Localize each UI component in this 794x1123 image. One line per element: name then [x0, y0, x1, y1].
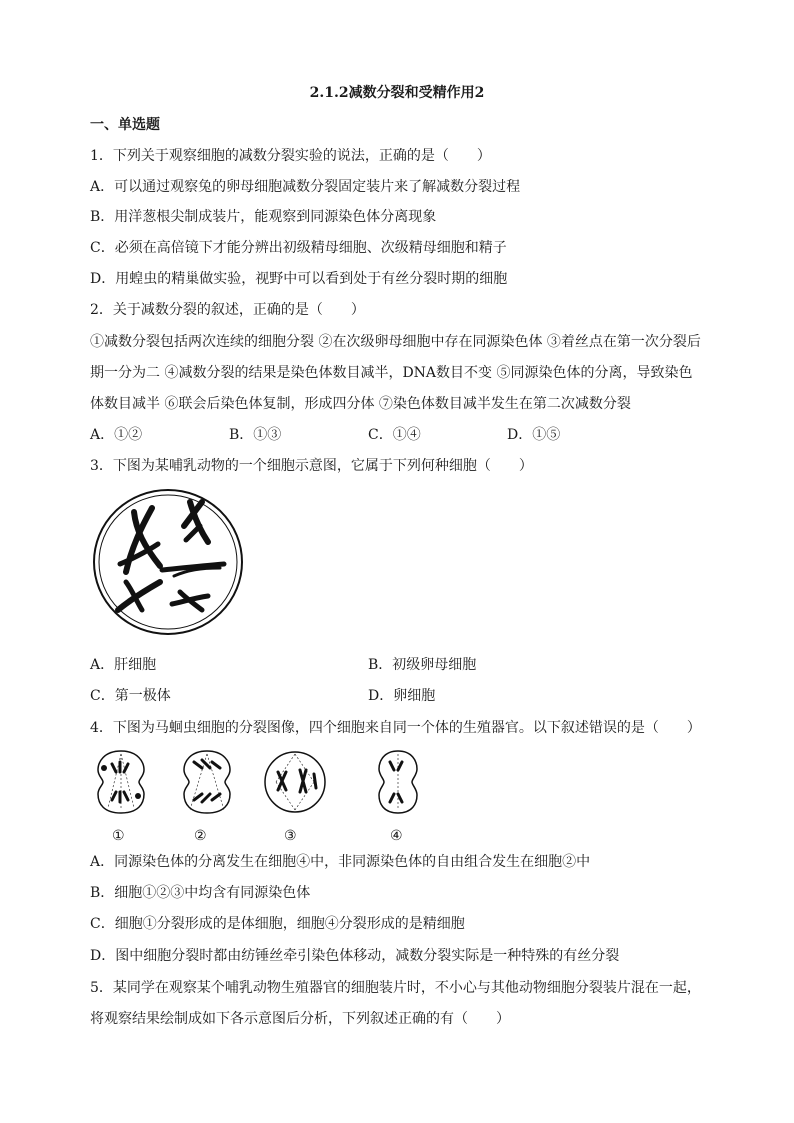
q4-label-4: ④: [390, 828, 403, 844]
q2-statements-line1: ①减数分裂包括两次连续的细胞分裂 ②在次级卵母细胞中存在同源染色体 ③着丝点在第一次分裂后: [90, 334, 701, 350]
q2-stem: 2．关于减数分裂的叙述，正确的是（ ）: [90, 302, 365, 318]
q4-option-a: A．同源染色体的分离发生在细胞④中，非同源染色体的自由组合发生在细胞②中: [90, 854, 591, 870]
q2-option-a: A．①②: [90, 427, 143, 443]
q4-label-2: ②: [194, 828, 207, 844]
q1-option-d: D．用蝗虫的精巢做实验，视野中可以看到处于有丝分裂时期的细胞: [90, 271, 508, 287]
q5-stem-line2: 将观察结果绘制成如下各示意图后分析，下列叙述正确的有（ ）: [90, 1011, 510, 1027]
q2-statements-line2: 期一分为二 ④减数分裂的结果是染色体数目减半，DNA数目不变 ⑤同源染色体的分离，导致染色: [90, 365, 693, 381]
page-title: 2.1.2减数分裂和受精作用2: [309, 85, 485, 101]
q4-label-1: ①: [112, 828, 125, 844]
q1-option-b: B．用洋葱根尖制成装片，能观察到同源染色体分离现象: [90, 209, 437, 225]
q2-option-b: B．①③: [229, 427, 282, 443]
section-heading: 一、单选题: [90, 117, 160, 133]
q4-option-c: C．细胞①分裂形成的是体细胞，细胞④分裂形成的是精细胞: [90, 916, 465, 932]
q2-option-d: D．①⑤: [507, 427, 561, 443]
q3-stem: 3．下图为某哺乳动物的一个细胞示意图，它属于下列何种细胞（ ）: [90, 458, 533, 474]
q2-statements-line3: 体数目减半 ⑥联会后染色体复制，形成四分体 ⑦染色体数目减半发生在第二次减数分裂: [90, 396, 631, 412]
q3-option-a: A．肝细胞: [90, 657, 157, 673]
q4-option-b: B．细胞①②③中均含有同源染色体: [90, 885, 311, 901]
q3-option-b: B．初级卵母细胞: [368, 657, 477, 673]
q1-stem: 1．下列关于观察细胞的减数分裂实验的说法，正确的是（ ）: [90, 148, 491, 164]
q4-cell-2-figure: [180, 748, 234, 816]
q2-option-c: C．①④: [368, 427, 421, 443]
q3-option-c: C．第一极体: [90, 688, 171, 704]
q4-label-3: ③: [284, 828, 297, 844]
q1-option-a: A．可以通过观察兔的卵母细胞减数分裂固定装片来了解减数分裂过程: [90, 179, 521, 195]
q4-option-d: D．图中细胞分裂时都由纺锤丝牵引染色体移动，减数分裂实际是一种特殊的有丝分裂: [90, 948, 620, 964]
q4-stem: 4．下图为马蛔虫细胞的分裂图像，四个细胞来自同一个体的生殖器官。以下叙述错误的是（ ）: [90, 720, 701, 736]
q5-stem-line1: 5．某同学在观察某个哺乳动物生殖器官的细胞装片时，不小心与其他动物细胞分裂装片混在一起，: [90, 980, 701, 996]
q4-cell-3-figure: [262, 748, 328, 816]
q4-cell-1-figure: [94, 748, 148, 816]
q1-option-c: C．必须在高倍镜下才能分辨出初级精母细胞、次级精母细胞和精子: [90, 240, 507, 256]
q3-option-d: D．卵细胞: [368, 688, 436, 704]
q3-cell-figure: [90, 486, 246, 638]
q4-cell-4-figure: [374, 748, 422, 816]
